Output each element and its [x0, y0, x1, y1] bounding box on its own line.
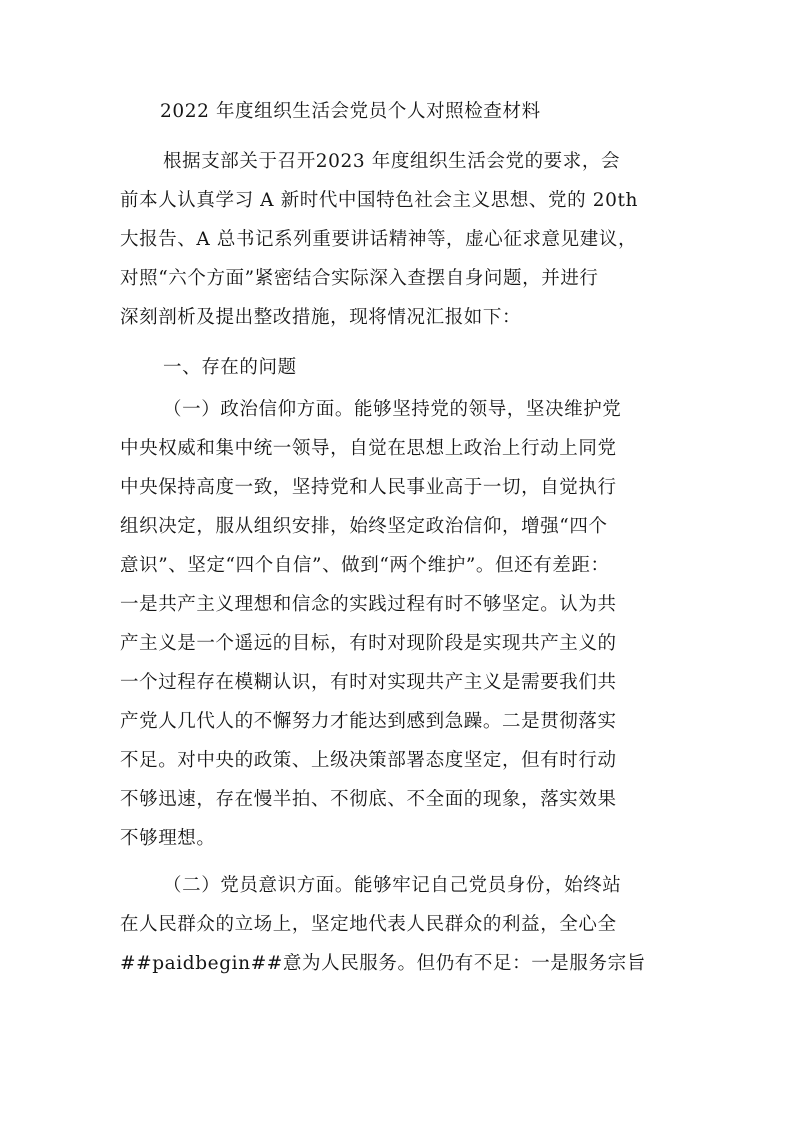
paragraph-line: 产党人几代人的不懈努力才能达到感到急躁。二是贯彻落实	[120, 711, 617, 732]
paragraph-line: 不够理想。	[120, 828, 216, 849]
section-heading: 一、存在的问题	[163, 357, 297, 378]
paragraph-line: 大报告、A 总书记系列重要讲话精神等，虚心征求意见建议，	[120, 229, 638, 250]
paragraph-line: （一）政治信仰方面。能够坚持党的领导，坚决维护党	[163, 399, 622, 420]
document-title: 2022 年度组织生活会党员个人对照检查材料	[160, 101, 541, 122]
paragraph-line: 深刻剖析及提出整改措施，现将情况汇报如下：	[120, 307, 522, 328]
paragraph-line: （二）党员意识方面。能够牢记自己党员身份，始终站	[163, 875, 622, 896]
paragraph-line: 根据支部关于召开2023 年度组织生活会党的要求，会	[163, 151, 621, 172]
paragraph-line: 一个过程存在模糊认识，有时对实现共产主义是需要我们共	[120, 672, 617, 693]
paragraph-line: 一是共产主义理想和信念的实践过程有时不够坚定。认为共	[120, 594, 617, 615]
paragraph-line: 在人民群众的立场上，坚定地代表人民群众的利益，全心全	[120, 914, 617, 935]
paragraph-line: 意识”、坚定“四个自信”、做到“两个维护”。但还有差距：	[120, 555, 610, 576]
paragraph-line: ##paidbegin##意为人民服务。但仍有不足：一是服务宗旨	[120, 953, 646, 974]
paragraph-line: 中央权威和集中统一领导，自觉在思想上政治上行动上同党	[120, 438, 617, 459]
paragraph-line: 不足。对中央的政策、上级决策部署态度坚定，但有时行动	[120, 750, 617, 771]
paragraph-line: 组织决定，服从组织安排，始终坚定政治信仰，增强“四个	[120, 516, 608, 537]
paragraph-line: 产主义是一个遥远的目标，有时对现阶段是实现共产主义的	[120, 633, 617, 654]
paragraph-line: 前本人认真学习 A 新时代中国特色社会主义思想、党的 20th	[120, 190, 638, 211]
paragraph-line: 对照“六个方面”紧密结合实际深入查摆自身问题，并进行	[120, 268, 599, 289]
paragraph-line: 不够迅速，存在慢半拍、不彻底、不全面的现象，落实效果	[120, 789, 617, 810]
paragraph-line: 中央保持高度一致，坚持党和人民事业高于一切，自觉执行	[120, 477, 617, 498]
